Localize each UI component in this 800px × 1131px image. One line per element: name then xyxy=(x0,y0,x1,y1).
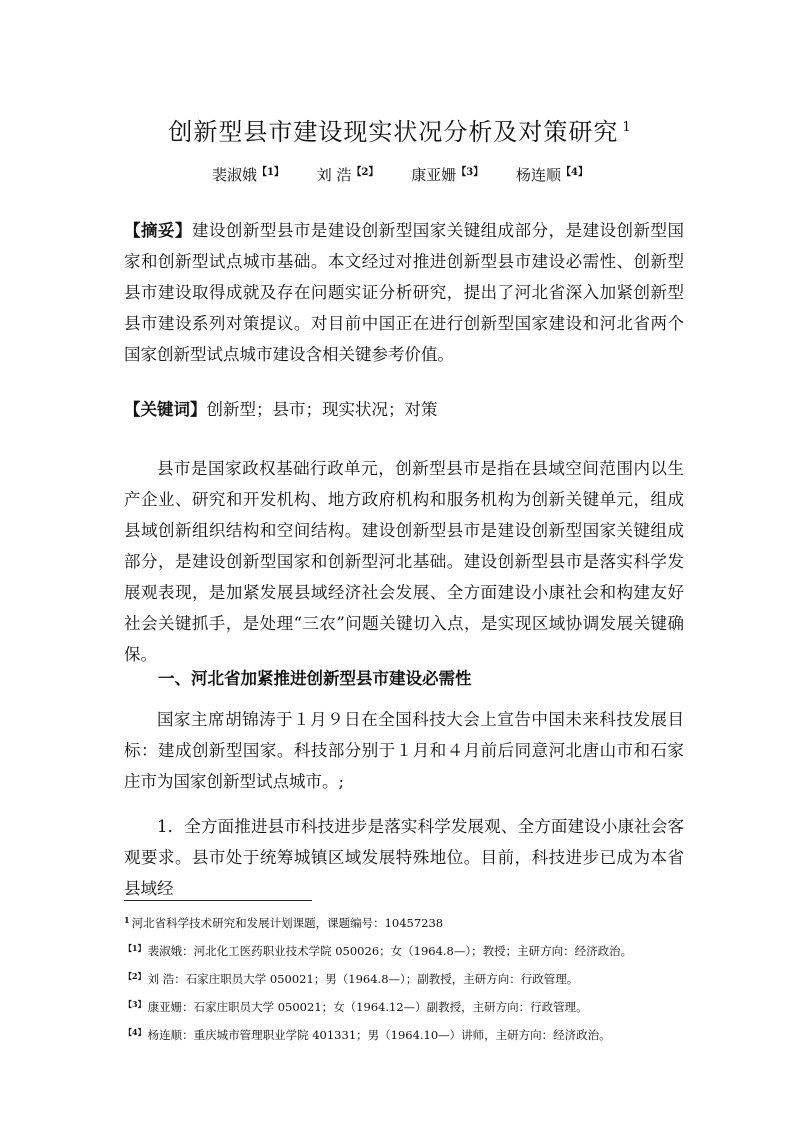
title-footnote-marker: 1 xyxy=(622,120,632,135)
footnote-item: $^{【3】}$ 康亚姗：石家庄职员大学 050021；女（1964.12—）副教授，主研方向：行政管理。 xyxy=(124,999,588,1014)
author-3-mark: 【3】 xyxy=(456,167,484,178)
abstract-label: 【摘妥】 xyxy=(124,221,192,240)
paper-title xyxy=(0,112,800,147)
body-paragraph-1: 县市是国家政权基础行政单元，创新型县市是指在县域空间范围内以生产企业、研究和开发机构、地方政府机构和服务机构为创新关键单元，组成县域创新组织结构和空间结构。建设创新型县市是建设创新型国家关键组成部分，是建设创新型国家和创新型河北基础。建设创新型县市是落实科学发展观表现，是加紧发展县域经济社会发展、全方面建设小康社会和构建友好社会关键抓手，是处理“三农”问题关键切入点，是实现区域协调发展关键确保。 xyxy=(124,459,684,664)
keywords xyxy=(124,394,684,425)
abstract-text: 建设创新型县市是建设创新型国家关键组成部分，是建设创新型国家和创新型试点城市基础。本文经过对推进创新型县市建设必需性、创新型县市建设取得成就及存在问题实证分析研究，提出了河北省深入加紧创新型县市建设系列对策提议。对目前中国正在进行创新型国家建设和河北省两个国家创新型试点城市建设含相关键参考价值。 xyxy=(124,221,684,364)
footnote-item: $^{【1】}$ 裴淑娥：河北化工医药职业技术学院 050026；女（1964.8—）；教授；主研方向：经济政治。 xyxy=(124,943,633,958)
author-4-mark: 【4】 xyxy=(561,167,589,178)
body-paragraph-2: 国家主席胡锦涛于１月９日在全国科技大会上宣告中国未来科技发展目标：建成创新型国家。科技部分别于１月和４月前后同意河北唐山市和石家庄市为国家创新型试点城市。; xyxy=(124,710,684,791)
keywords-text: 创新型；县市；现实状况；对策 xyxy=(206,400,438,419)
author-4: 杨连顺$^{【4】}$ xyxy=(516,166,589,184)
body-paragraph-3: 1．全方面推进县市科技进步是落实科学发展观、全方面建设小康社会客观要求。县市处于统筹城镇区域发展特殊地位。目前，科技进步已成为本省县域经 xyxy=(124,817,684,898)
abstract xyxy=(124,215,684,370)
footnote-list xyxy=(124,908,684,1048)
author-3: 康亚姗$^{【3】}$ xyxy=(411,166,484,184)
author-1-mark: 【1】 xyxy=(256,167,284,178)
author-list xyxy=(0,163,800,185)
keywords-label: 【关键词】 xyxy=(124,400,207,419)
footnote-item: $^1$ 河北省科学技术研究和发展计划课题，课题编号：10457238 xyxy=(124,915,444,930)
section-heading-1: 一、河北省加紧推进创新型县市建设必需性 xyxy=(158,669,472,688)
footnote-divider xyxy=(124,900,312,901)
author-1: 裴淑娥$^{【1】}$ xyxy=(211,166,284,184)
author-2-mark: 【2】 xyxy=(351,167,379,178)
author-2: 刘 浩$^{【2】}$ xyxy=(316,166,379,184)
paper-title-text: 创新型县市建设现实状况分析及对策研究 xyxy=(168,118,619,146)
footnote-item: $^{【2】}$ 刘 浩：石家庄职员大学 050021；男（1964.8—）；副教授，主研方向：行政管理。 xyxy=(124,971,579,986)
footnote-item: $^{【4】}$ 杨连顺：重庆城市管理职业学院 401331；男（1964.10—）讲师，主研方向：经济政治。 xyxy=(124,1027,611,1042)
